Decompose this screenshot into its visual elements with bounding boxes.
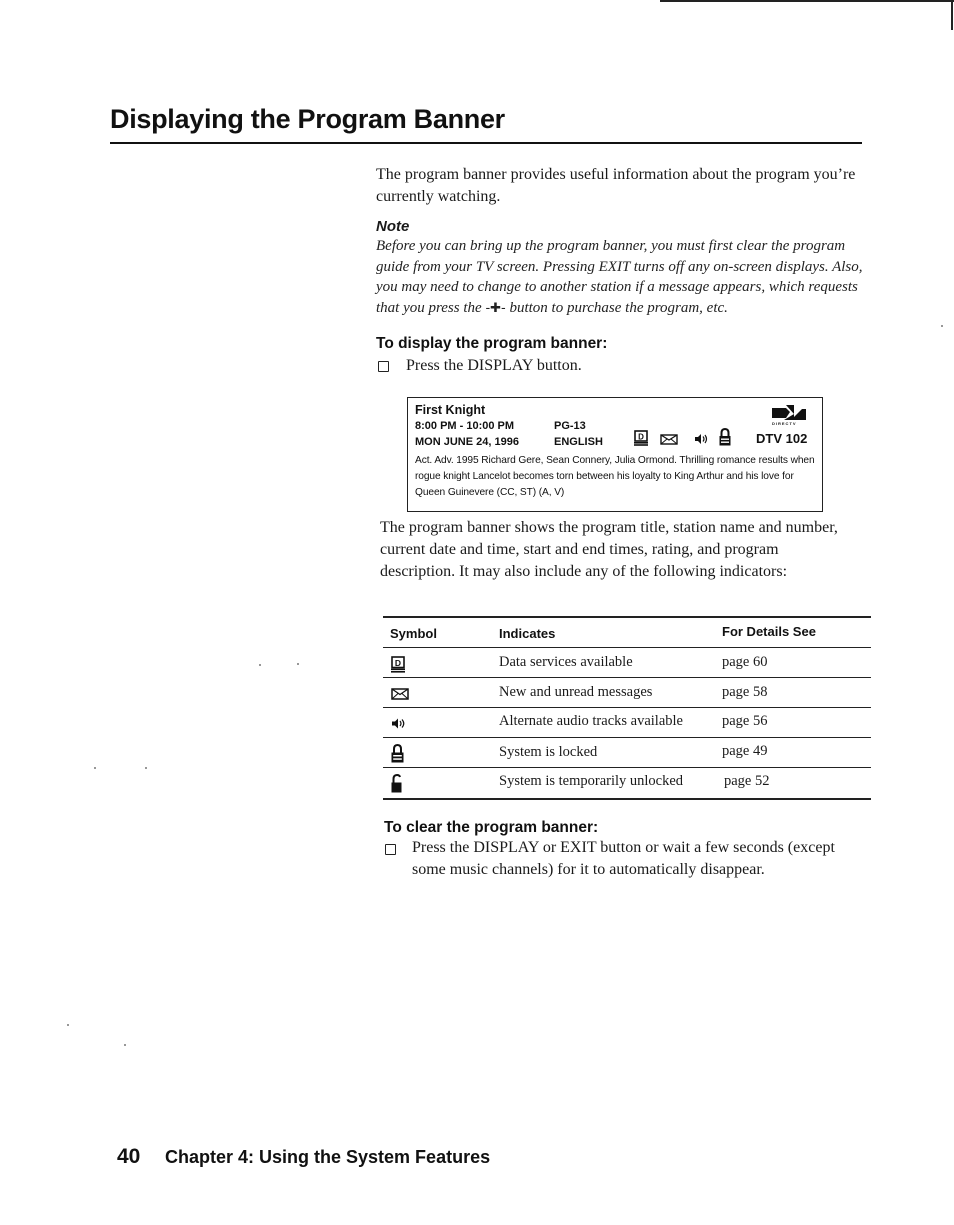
banner-date: MON JUNE 24, 1996: [415, 436, 519, 448]
row-indicates: Data services available: [499, 654, 633, 670]
table-row-rule: [383, 767, 871, 768]
table-top-rule: [383, 616, 871, 618]
row-indicates: New and unread messages: [499, 684, 653, 700]
padlock-unlocked-icon: [391, 774, 402, 793]
top-right-tick: [951, 0, 953, 30]
scan-speck: [94, 767, 96, 769]
envelope-icon: [391, 688, 409, 700]
banner-rating: PG-13: [554, 420, 586, 432]
indicator-table: [383, 616, 871, 801]
scan-speck: [259, 664, 261, 666]
row-indicates: System is locked: [499, 744, 598, 760]
scan-speck: [941, 325, 943, 327]
table-row-rule: [383, 737, 871, 738]
top-rule: [660, 0, 954, 2]
banner-time: 8:00 PM - 10:00 PM: [415, 420, 515, 432]
table-row-rule: [383, 677, 871, 678]
row-details: page 52: [724, 773, 770, 789]
row-details: page 60: [722, 654, 768, 670]
display-banner-heading: To display the program banner:: [376, 335, 608, 352]
header-details: For Details See: [722, 624, 816, 639]
scan-speck: [124, 1044, 126, 1046]
table-row-rule: [383, 707, 871, 708]
banner-language: ENGLISH: [554, 436, 603, 448]
banner-title: First Knight: [415, 403, 486, 417]
banner-station: DTV 102: [756, 431, 808, 446]
data-services-icon: [634, 430, 648, 446]
table-header-rule: [383, 647, 871, 648]
clear-banner-heading: To clear the program banner:: [384, 819, 599, 836]
table-bottom-rule: [383, 798, 871, 800]
directv-logo-icon: [770, 402, 812, 422]
checkbox-bullet-icon: [378, 361, 389, 372]
padlock-locked-icon: [719, 428, 731, 446]
display-step-text: Press the DISPLAY button.: [406, 357, 582, 374]
footer-chapter-title: Chapter 4: Using the System Features: [165, 1147, 491, 1167]
intro-paragraph: The program banner provides useful information about the program you’re currently watching.: [376, 166, 856, 205]
row-indicates: Alternate audio tracks available: [499, 713, 683, 729]
checkbox-bullet-icon: [385, 844, 396, 855]
row-details: page 58: [722, 684, 768, 700]
note-text-before: Before you can bring up the program banner, you must first clear the program guide from your TV screen. Pressing EXIT turns off any on-screen displays. Also, you may need to change to another station if a message appears, which requests that you press the: [376, 238, 863, 316]
summary-paragraph: The program banner shows the program title, station name and number, current date and time, start and end times, rating, and program description. It may also include any of the following indicators:: [380, 519, 838, 580]
note-text: [376, 236, 866, 319]
scan-speck: [67, 1024, 69, 1026]
row-details: page 49: [722, 743, 768, 759]
plus-symbol: -✚-: [485, 300, 506, 316]
svg-text:D: D: [394, 658, 402, 668]
page-number: 40: [117, 1145, 141, 1168]
speaker-icon: [391, 717, 406, 730]
envelope-icon: [660, 434, 678, 445]
program-banner-illustration: [407, 397, 823, 512]
directv-logo-wordmark: DIRECTV: [772, 421, 797, 426]
scan-speck: [145, 767, 147, 769]
row-details: page 56: [722, 713, 768, 729]
padlock-locked-icon: [391, 744, 404, 763]
svg-text:D: D: [638, 432, 644, 442]
row-indicates: System is temporarily unlocked: [499, 773, 684, 789]
title-rule: [110, 142, 862, 144]
header-symbol: Symbol: [390, 626, 437, 641]
note-heading: Note: [376, 218, 410, 235]
speaker-icon: [694, 433, 708, 445]
header-indicates: Indicates: [499, 626, 556, 641]
note-text-after: button to purchase the program, etc.: [509, 299, 728, 316]
clear-step-text: Press the DISPLAY or EXIT button or wait a few seconds (except some music channels) for it to automatically disappear.: [412, 839, 835, 878]
page-title: Displaying the Program Banner: [110, 104, 505, 134]
banner-description: Act. Adv. 1995 Richard Gere, Sean Connery, Julia Ormond. Thrilling romance results when rogue knight Lancelot becomes torn between his loyalty to King Arthur and his love for Queen Guinevere (CC, ST) (A, V): [415, 455, 815, 498]
data-services-icon: [391, 656, 405, 673]
scan-speck: [297, 663, 299, 665]
